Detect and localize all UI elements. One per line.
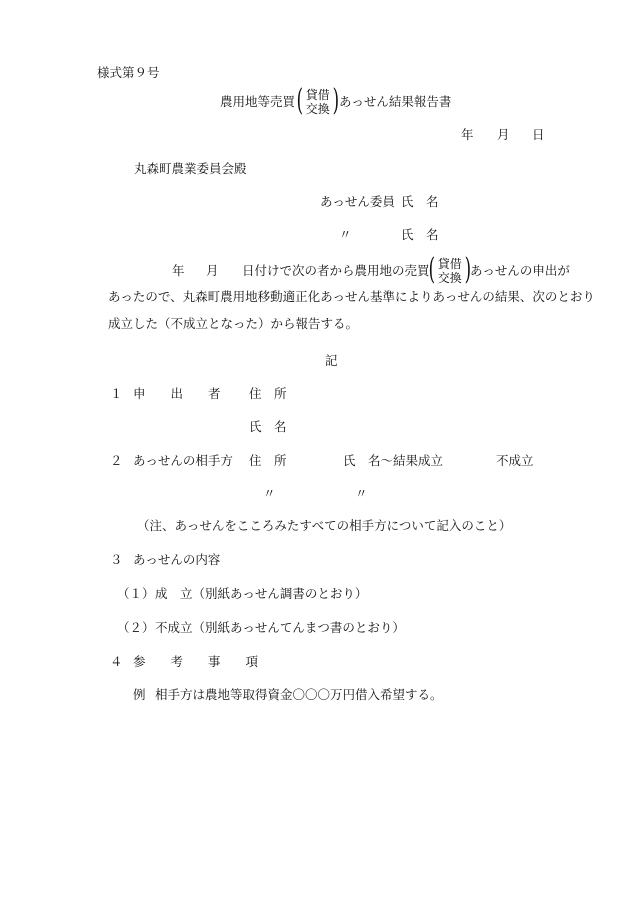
title-stack	[294, 82, 341, 118]
item2-fail: 不成立	[496, 453, 534, 468]
committee-name-label: 氏 名	[401, 194, 439, 209]
committee-name-label-2: 氏 名	[401, 227, 439, 242]
item4-num: ４	[110, 654, 123, 669]
item3-sub1-num: （１）	[117, 586, 155, 601]
left-paren-icon: (	[428, 251, 436, 287]
item2-address-label: 住 所	[249, 453, 287, 468]
item2-label: あっせんの相手方	[133, 453, 233, 468]
item1-name-label: 氏 名	[249, 419, 287, 434]
body-stack	[426, 251, 473, 287]
item3-sub1-text: 成 立（別紙あっせん調書のとおり）	[155, 586, 368, 601]
item2-num: ２	[110, 453, 123, 468]
item2-ditto-1: 〃	[263, 486, 276, 501]
body-year: 年	[172, 263, 185, 278]
item4-label: 参 考 事 項	[133, 654, 259, 669]
item3-num: ３	[110, 552, 123, 567]
note: （注、あっせんをこころみたすべての相手方について記入のこと）	[137, 518, 512, 533]
item2-ditto-2: 〃	[355, 486, 368, 501]
body-line3: 成立した（不成立となった）から報告する。	[108, 316, 359, 331]
title-suffix: あっせん結果報告書	[339, 94, 452, 109]
item1-num: １	[110, 386, 123, 401]
item3-label: あっせんの内容	[133, 552, 221, 567]
body-month: 月	[206, 263, 219, 278]
item1-address-label: 住 所	[249, 386, 287, 401]
right-paren-icon: )	[464, 251, 471, 287]
title-stack-bottom: 交換	[305, 102, 330, 116]
item4-example-text: 相手方は農地等取得資金〇〇〇万円借入希望する。	[155, 687, 443, 702]
ki-heading: 記	[325, 353, 338, 368]
body-line2: あったので、丸森町農用地移動適正化あっせん基準によりあっせんの結果、次のとおり	[108, 289, 595, 304]
body-line1-end: あっせんの申出が	[470, 263, 570, 278]
right-paren-icon: )	[332, 82, 339, 118]
item2-name-result: 氏 名～結果成立	[343, 453, 444, 468]
item3-sub2-text: 不成立（別紙あっせんてんまつ書のとおり）	[155, 620, 405, 635]
date-year: 年	[461, 127, 474, 142]
item4-example-label: 例	[133, 687, 146, 702]
item3-sub2-num: （２）	[117, 620, 155, 635]
form-number: 様式第９号	[97, 65, 160, 80]
date-day: 日	[532, 127, 545, 142]
item1-label: 申 出 者	[133, 386, 221, 401]
body-stack-top: 貸借	[437, 257, 462, 271]
committee-ditto: 〃	[339, 227, 352, 242]
date-month: 月	[497, 127, 510, 142]
body-day-text: 日付けで次の者から農用地の売買	[242, 263, 430, 278]
title-stack-top: 貸借	[305, 88, 330, 102]
addressee: 丸森町農業委員会殿	[134, 161, 247, 176]
left-paren-icon: (	[296, 82, 304, 118]
title-prefix: 農用地等売買	[220, 94, 296, 109]
body-stack-bottom: 交換	[437, 271, 462, 285]
committee-label: あっせん委員	[320, 194, 395, 209]
